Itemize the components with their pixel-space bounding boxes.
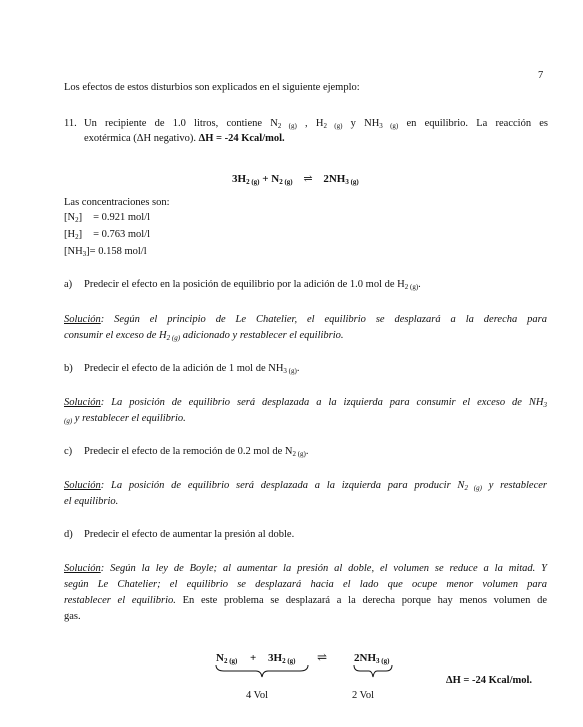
question-d-label: d) (64, 529, 73, 540)
concentration-row: $[NH_3]= 0.158$ mol/l (64, 246, 147, 258)
solution-a-line-1: Solución: Según el principio de Le Chatelier, el equilibrio se desplazará a la derecha para (64, 314, 547, 325)
equilibrium-arrow: ⇌ (317, 650, 328, 664)
solution-b-line-1: Solución: La posición de equilibrio será desplazada a la izquierda para consumir el exceso de $NH_3$ (64, 397, 547, 409)
solution-b-line-2: $_{(g)}$ y restablecer el equilibrio. (64, 413, 186, 425)
equation-2-reactant-h2: $3H_{2 (g)}$ (268, 652, 296, 665)
problem-line-2: exotérmica (ΔH negativo). ΔH = -24 Kcal/mol. (84, 133, 285, 144)
left-brace-icon (214, 664, 310, 680)
equation-1: $3H_{2 (g)} + N_{2 (g)}$ ⇌ $2NH_{3 (g)}$ (232, 173, 359, 186)
solution-label: Solución (64, 563, 101, 574)
volume-left: 4 Vol (246, 690, 269, 701)
page-number: 7 (538, 70, 544, 81)
enthalpy-label: ΔH = -24 Kcal/mol. (446, 675, 533, 686)
problem-line-1: Un recipiente de 1.0 litros, contiene $N_{2 (g)}$ , $H_{2 (g)}$ y $NH_{3 (g)}$ en equilibrio. La reacción es (84, 118, 549, 130)
solution-label: Solución (64, 480, 101, 491)
equation-2-product-nh3: $2NH_{3 (g)}$ (354, 652, 390, 665)
equilibrium-arrow: ⇌ (303, 173, 313, 185)
solution-d-line-1: Solución: Según la ley de Boyle; al aumentar la presión al doble, el volumen se reduce a la mitad. Y (64, 563, 547, 574)
solution-label: Solución (64, 397, 101, 408)
equation-2-plus: + (250, 652, 257, 664)
concentration-row: $[N_2] = 0.921$ mol/l (64, 212, 151, 224)
solution-d-line-4: gas. (64, 611, 81, 622)
question-c-text: Predecir el efecto de la remoción de 0.2 mol de $N_{2 (g)}$. (84, 446, 309, 458)
solution-label: Solución (64, 314, 101, 325)
question-a-label: a) (64, 279, 73, 290)
solution-d-line-3: restablecer el equilibrio. En este problema se desplazará a la derecha porque hay menos volumen de (64, 595, 547, 606)
equation-2-reactant-n2: $N_{2 (g)}$ (216, 652, 238, 665)
concentrations-heading: Las concentraciones son: (64, 197, 170, 208)
volume-right: 2 Vol (352, 690, 375, 701)
question-d-text: Predecir el efecto de aumentar la presión al doble. (84, 529, 295, 540)
solution-c-line-2: el equilibrio. (64, 496, 119, 507)
question-a-text: Predecir el efecto en la posición de equilibrio por la adición de 1.0 mol de $H_{2 (g)}$. (84, 279, 421, 291)
right-brace-icon (352, 664, 394, 680)
question-c-label: c) (64, 446, 73, 457)
solution-c-line-1: Solución: La posición de equilibrio será desplazada a la izquierda para producir $N_{2 (g)}$ y restablecer (64, 480, 547, 492)
question-b-text: Predecir el efecto de la adición de 1 mol de $NH_{3 (g)}$. (84, 363, 300, 375)
question-b-label: b) (64, 363, 73, 374)
intro-text: Los efectos de estos disturbios son explicados en el siguiente ejemplo: (64, 82, 360, 93)
solution-a-line-2: consumir el exceso de $H_{2 (g)}$ adicionado y restablecer el equilibrio. (64, 330, 344, 342)
concentration-row: $[H_2] = 0.763$ mol/l (64, 229, 151, 241)
problem-number: 11. (64, 118, 77, 129)
solution-d-line-2: según Le Chatelier; el equilibrio se desplazará hacia el lado que ocupe menor volumen para (64, 579, 547, 590)
